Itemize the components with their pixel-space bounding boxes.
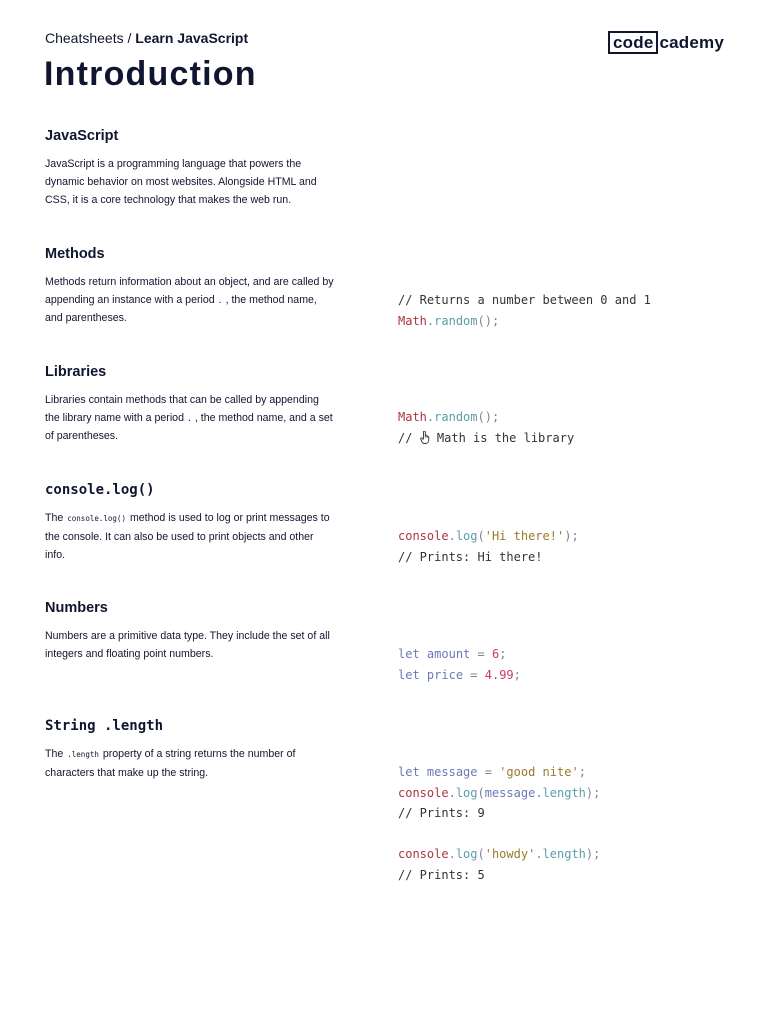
code-line: let amount = 6; (398, 647, 507, 661)
code-line: Math.random(); (398, 410, 500, 424)
section-title: String .length (45, 718, 164, 734)
section-libraries (45, 363, 335, 445)
section-numbers (45, 599, 335, 663)
code-block-numbers (398, 644, 521, 685)
code-line: console.log(message.length); (398, 785, 601, 800)
logo-code-box: code (608, 31, 658, 54)
code-line: console.log('Hi there!'); (398, 529, 579, 543)
section-title: Libraries (45, 364, 107, 380)
code-line: let message = 'good nite'; (398, 765, 586, 779)
section-console-log (45, 481, 335, 564)
code-blank-line (398, 824, 600, 845)
breadcrumb (45, 29, 248, 47)
section-title: console.log() (45, 482, 155, 498)
section-description: Numbers are a primitive data type. They include the set of all integers and floating point numbers. (45, 630, 330, 660)
section-title: JavaScript (45, 128, 119, 144)
section-methods (45, 245, 335, 327)
code-comment: // Returns a number between 0 and 1 (398, 293, 651, 307)
section-title: Numbers (45, 600, 108, 616)
section-description: The .length property of a string returns the number of characters that make up the string. (45, 748, 296, 779)
section-description: Libraries contain methods that can be called by appending the library name with a period . , the method name, and a set of parentheses. (45, 394, 333, 442)
code-block-string-length (398, 762, 600, 885)
code-comment: // Prints: 5 (398, 867, 485, 882)
code-block-methods (398, 290, 651, 331)
section-javascript (45, 127, 335, 209)
code-comment: // Math is the library (398, 430, 575, 445)
breadcrumb-separator: / (123, 30, 136, 46)
code-block-console-log (398, 526, 579, 567)
code-line: console.log('howdy'.length); (398, 847, 601, 861)
section-description: The console.log() method is used to log or print messages to the console. It can also be used to print objects and other info. (45, 512, 330, 561)
codecademy-logo[interactable] (608, 31, 724, 54)
code-block-libraries (398, 407, 574, 448)
code-comment: // Prints: Hi there! (398, 549, 543, 564)
page-title: Introduction (44, 55, 257, 93)
section-string-length (45, 717, 335, 782)
code-line: Math.random(); (398, 313, 500, 328)
inline-code: console.log() (67, 514, 126, 523)
section-description: JavaScript is a programming language that powers the dynamic behavior on most websites. Alongside HTML and CSS, it is a core technology that makes the web run. (45, 158, 317, 206)
section-title: Methods (45, 246, 105, 262)
breadcrumb-current[interactable]: Learn JavaScript (135, 30, 249, 46)
code-line: let price = 4.99; (398, 667, 521, 682)
inline-code: .length (67, 750, 99, 759)
logo-cademy: cademy (659, 32, 725, 52)
breadcrumb-link-cheatsheets[interactable]: Cheatsheets (45, 30, 124, 46)
section-description: Methods return information about an object, and are called by appending an instance with a period . , the method name, and parentheses. (45, 276, 334, 324)
pointing-finger-icon (420, 431, 430, 444)
code-comment: // Prints: 9 (398, 806, 485, 820)
